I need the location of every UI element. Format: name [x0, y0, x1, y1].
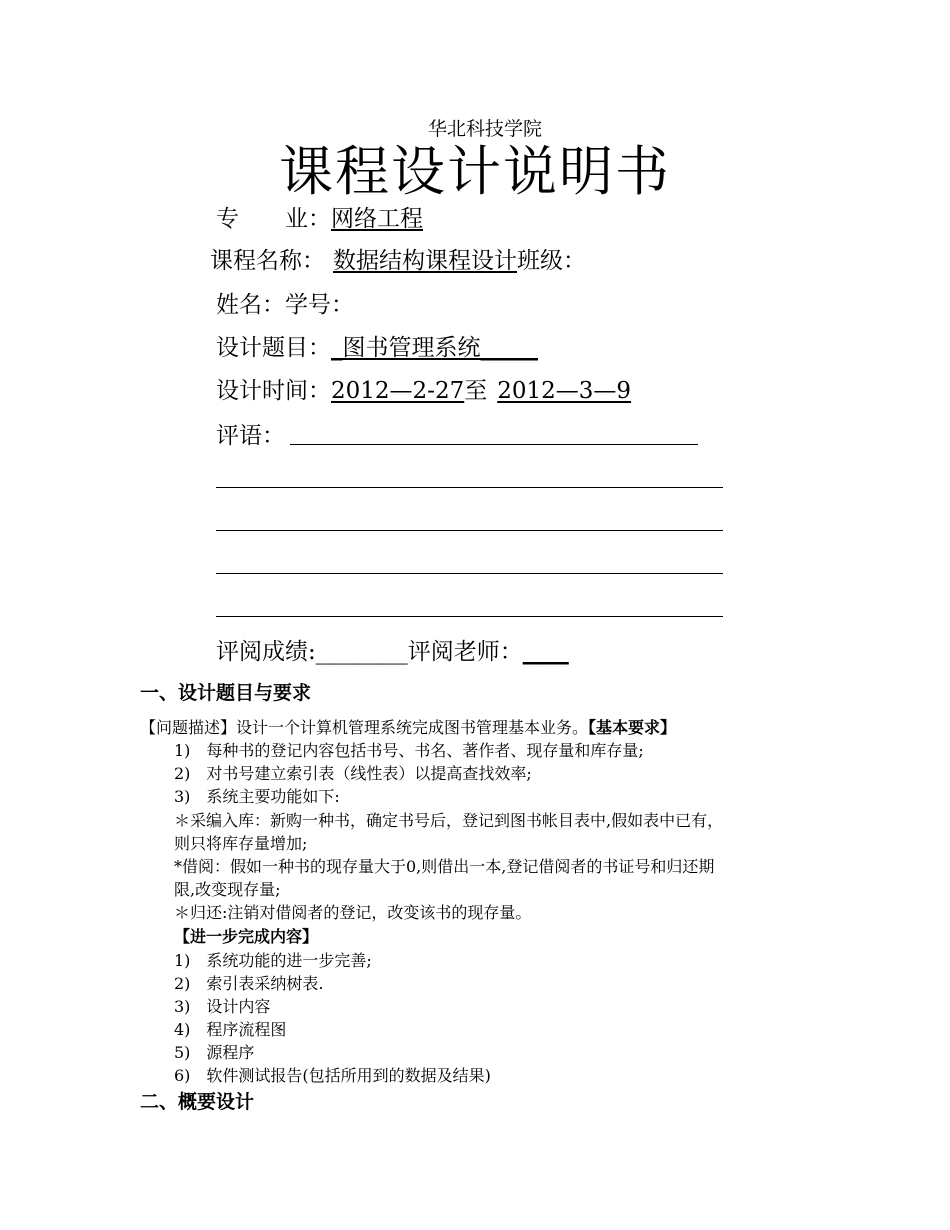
- name-row: [216, 290, 354, 320]
- major-label: 专 业：: [216, 206, 331, 232]
- grade-row: [216, 637, 569, 667]
- student-id-label: 学号：: [285, 292, 354, 318]
- basic-tag: 【基本要求】: [588, 718, 677, 737]
- course-row: [210, 246, 586, 276]
- time-label: 设计时间：: [216, 378, 331, 404]
- further-item-6: 6) 软件测试报告(包括所用到的数据及结果): [174, 1066, 491, 1085]
- comment-line-2: [216, 487, 723, 488]
- grade-blank: ________: [315, 639, 408, 665]
- section1-heading: 一、设计题目与要求: [140, 682, 312, 704]
- course-label: 课程名称：: [210, 248, 325, 274]
- time-start: 2012—2-27: [331, 378, 465, 404]
- name-label: 姓名：: [216, 292, 285, 318]
- func-line-4: 限,改变现存量;: [174, 880, 281, 899]
- major-value: 网络工程: [331, 206, 423, 232]
- teacher-blank: ____: [522, 639, 569, 665]
- basic-item-3: 3) 系统主要功能如下:: [174, 787, 340, 806]
- further-item-1: 1) 系统功能的进一步完善;: [174, 951, 372, 970]
- grade-label: 评阅成绩:: [216, 639, 316, 665]
- time-row: [216, 376, 631, 406]
- comment-line-4: [216, 573, 723, 574]
- further-item-2: 2) 索引表采纳树表.: [174, 974, 324, 993]
- teacher-label: 评阅老师：: [407, 639, 523, 665]
- comment-line-5: [216, 616, 723, 617]
- document-title: 课程设计说明书: [279, 140, 671, 203]
- comment-label: 评语：: [216, 423, 285, 449]
- comment-line-3: [216, 530, 723, 531]
- course-value: 数据结构课程设计: [333, 248, 517, 274]
- major-row: [216, 204, 423, 234]
- further-item-5: 5) 源程序: [174, 1043, 255, 1062]
- school-name: 华北科技学院: [427, 118, 542, 140]
- further-item-4: 4) 程序流程图: [174, 1020, 287, 1039]
- func-line-3: *借阅：假如一种书的现存量大于0,则借出一本,登记借阅者的书证号和归还期: [174, 857, 715, 876]
- func-line-2: 则只将库存量增加;: [174, 834, 308, 853]
- topic-label: 设计题目：: [216, 335, 331, 361]
- time-separator: 至: [464, 378, 488, 404]
- problem-text: 设计一个计算机管理系统完成图书管理基本业务。: [236, 718, 589, 737]
- further-item-3: 3) 设计内容: [174, 997, 271, 1016]
- comment-line-1: [290, 444, 698, 445]
- topic-value: _图书管理系统_____: [331, 335, 538, 361]
- func-line-5: ＊归还:注销对借阅者的登记，改变该书的现存量。: [174, 903, 532, 922]
- time-end: 2012—3—9: [497, 378, 632, 404]
- problem-line: [140, 717, 676, 739]
- class-label: 班级：: [517, 248, 586, 274]
- basic-item-2: 2) 对书号建立索引表（线性表）以提高查找效率;: [174, 764, 532, 783]
- further-tag: 【进一步完成内容】: [174, 927, 319, 946]
- basic-item-1: 1) 每种书的登记内容包括书号、书名、著作者、现存量和库存量;: [174, 741, 644, 760]
- topic-row: [216, 333, 538, 363]
- problem-tag: 【问题描述】: [140, 718, 237, 737]
- func-line-1: ＊采编入库：新购一种书，确定书号后，登记到图书帐目表中,假如表中已有，: [174, 811, 724, 830]
- section2-heading: 二、概要设计: [140, 1091, 255, 1113]
